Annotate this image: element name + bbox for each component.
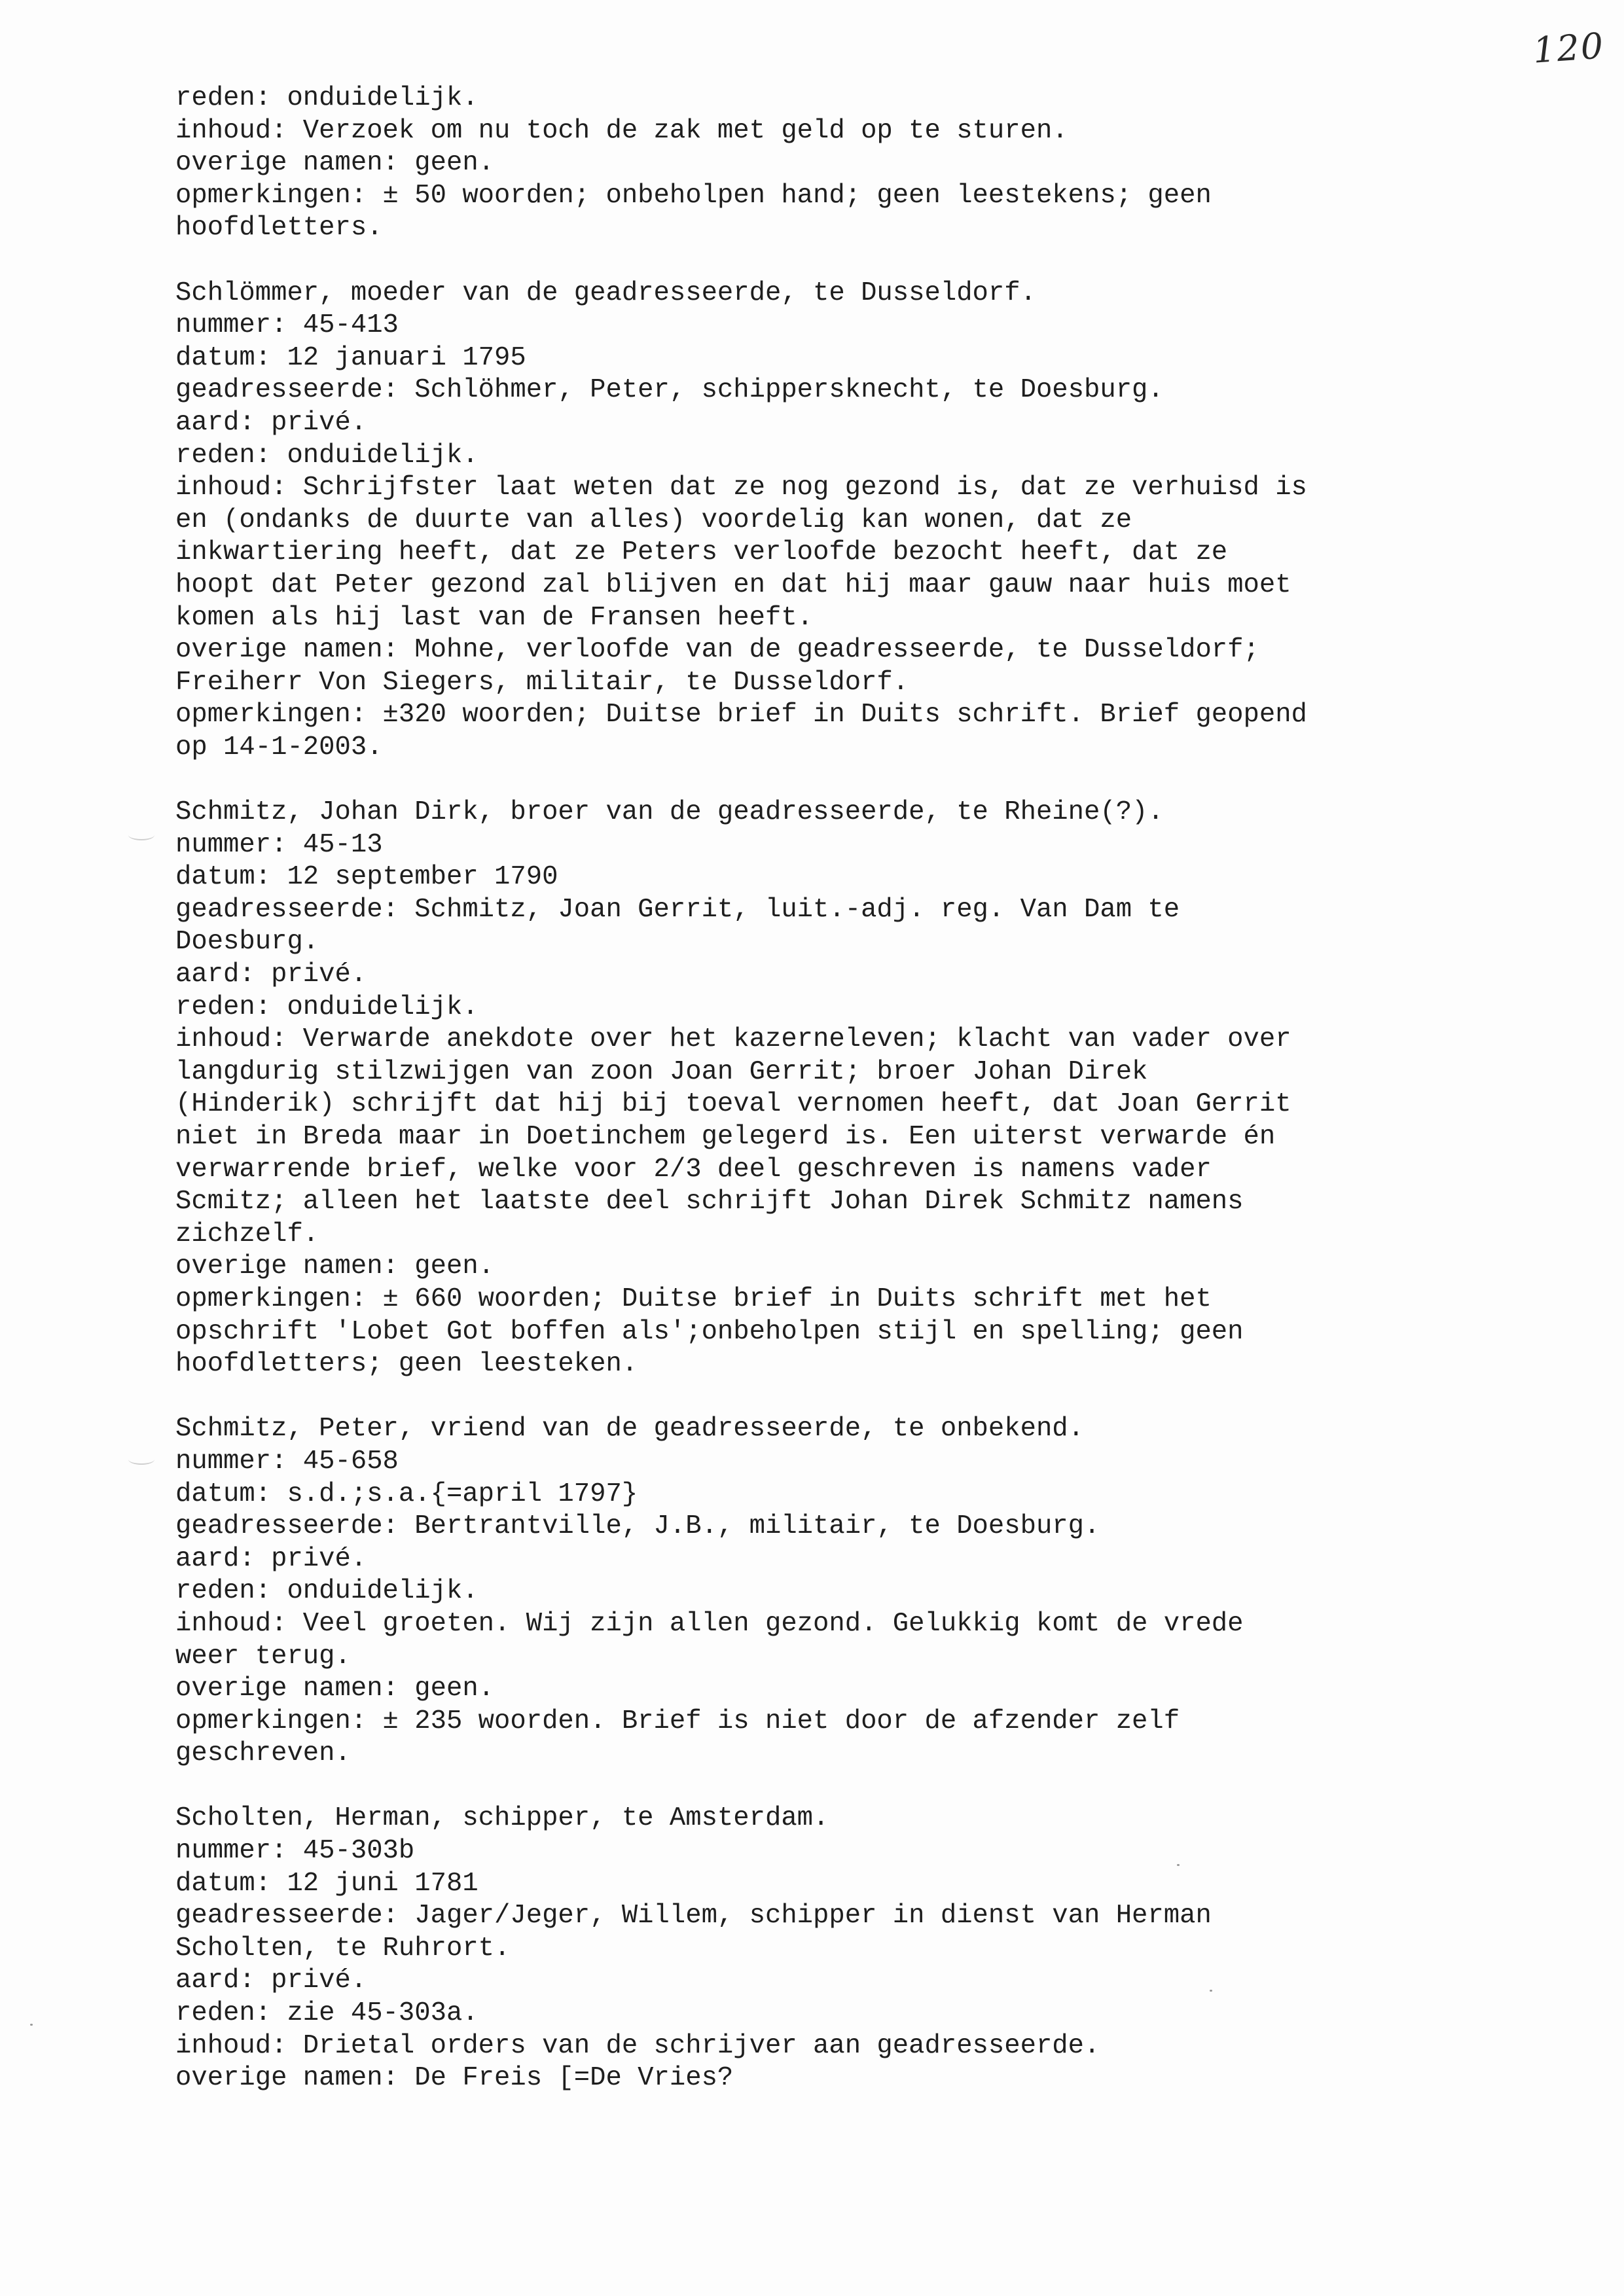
entry-line: geadresseerde: Jager/Jeger, Willem, schipper in dienst van Herman [175, 1901, 1212, 1931]
entry-line: inhoud: Drietal orders van de schrijver aan geadresseerde. [175, 2030, 1100, 2061]
entry-line: Scmitz; alleen het laatste deel schrijft Johan Direk Schmitz namens [175, 1187, 1244, 1217]
entry-line: geschreven. [175, 1738, 351, 1769]
entry-line: Scholten, te Ruhrort. [175, 1933, 511, 1964]
entry-line: inkwartiering heeft, dat ze Peters verloofde bezocht heeft, dat ze [175, 537, 1228, 568]
entry-line: overige namen: Mohne, verloofde van de geadresseerde, te Dusseldorf; [175, 635, 1259, 666]
entry-line: op 14-1-2003. [175, 732, 383, 762]
entry-line: Doesburg. [175, 927, 319, 958]
entry-line: opmerkingen: ±320 woorden; Duitse brief in Duits schrift. Brief geopend [175, 700, 1307, 730]
entry-line: aard: privé. [175, 1965, 367, 1996]
entry-separator [175, 245, 1557, 278]
document-body [175, 82, 1557, 2095]
entry-separator [175, 764, 1557, 797]
entry-line: inhoud: Verzoek om nu toch de zak met geld op te sturen. [175, 115, 1068, 146]
margin-mark [128, 830, 154, 840]
entry-intro [175, 82, 1557, 245]
entry-line: hoofdletters; geen leesteken. [175, 1349, 638, 1380]
entry-separator [175, 1381, 1557, 1414]
entry-line: opmerkingen: ± 235 woorden. Brief is niet door de afzender zelf [175, 1706, 1180, 1736]
entry-line: overige namen: geen. [175, 1251, 495, 1282]
entry-line: opschrift 'Lobet Got boffen als';onbeholpen stijl en spelling; geen [175, 1316, 1244, 1347]
entry-schmitz-johan [175, 797, 1557, 1381]
entry-line: reden: onduidelijk. [175, 440, 478, 471]
entry-line: inhoud: Verwarde anekdote over het kazerneleven; klacht van vader over [175, 1024, 1291, 1055]
entry-line: nummer: 45-413 [175, 310, 399, 341]
entry-line: Freiherr Von Siegers, militair, te Dusseldorf. [175, 667, 909, 698]
entry-line: geadresseerde: Schlöhmer, Peter, schippersknecht, te Doesburg. [175, 375, 1164, 406]
entry-line: inhoud: Schrijfster laat weten dat ze nog gezond is, dat ze verhuisd is [175, 473, 1307, 503]
entry-line: hoofdletters. [175, 213, 383, 243]
entry-line: langdurig stilzwijgen van zoon Joan Gerrit; broer Johan Direk [175, 1056, 1148, 1087]
entry-line: reden: onduidelijk. [175, 1576, 478, 1607]
entry-line: overige namen: geen. [175, 1674, 495, 1704]
entry-line: aard: privé. [175, 1543, 367, 1574]
entry-schmitz-peter [175, 1413, 1557, 1770]
entry-line: en (ondanks de duurte van alles) voordelig kan wonen, dat ze [175, 505, 1132, 535]
entry-line: verwarrende brief, welke voor 2/3 deel geschreven is namens vader [175, 1154, 1212, 1185]
entry-heading: Schlömmer, moeder van de geadresseerde, te Dusseldorf. [175, 278, 1036, 308]
entry-line: overige namen: De Freis [=De Vries? [175, 2063, 734, 2094]
entry-heading: Schmitz, Johan Dirk, broer van de geadresseerde, te Rheine(?). [175, 797, 1164, 828]
entry-line: weer terug. [175, 1641, 351, 1672]
entry-line: hoopt dat Peter gezond zal blijven en dat hij maar gauw naar huis moet [175, 569, 1291, 600]
entry-separator [175, 1770, 1557, 1803]
entry-line: overige namen: geen. [175, 148, 495, 179]
entry-line: reden: onduidelijk. [175, 83, 478, 113]
entry-line: zichzelf. [175, 1219, 319, 1249]
entry-line: nummer: 45-303b [175, 1836, 415, 1867]
entry-line: geadresseerde: Bertrantville, J.B., militair, te Doesburg. [175, 1511, 1100, 1542]
entry-line: reden: zie 45-303a. [175, 1998, 478, 2029]
handwritten-page-number: 120 [1531, 25, 1606, 71]
margin-mark [128, 1454, 154, 1465]
entry-line: inhoud: Veel groeten. Wij zijn allen gezond. Gelukkig komt de vrede [175, 1608, 1244, 1639]
entry-line: geadresseerde: Schmitz, Joan Gerrit, luit.-adj. reg. Van Dam te [175, 894, 1180, 925]
entry-line: opmerkingen: ± 50 woorden; onbeholpen hand; geen leestekens; geen [175, 180, 1212, 211]
entry-line: aard: privé. [175, 960, 367, 990]
entry-line: datum: 12 september 1790 [175, 862, 558, 893]
entry-scholten [175, 1803, 1557, 2094]
entry-schlommer [175, 278, 1557, 764]
entry-line: aard: privé. [175, 407, 367, 438]
entry-line: opmerkingen: ± 660 woorden; Duitse brief in Duits schrift met het [175, 1283, 1212, 1314]
entry-line: nummer: 45-658 [175, 1446, 399, 1477]
entry-line: datum: 12 juni 1781 [175, 1868, 478, 1899]
entry-line: reden: onduidelijk. [175, 992, 478, 1022]
entry-line: (Hinderik) schrijft dat hij bij toeval vernomen heeft, dat Joan Gerrit [175, 1089, 1291, 1120]
entry-line: nummer: 45-13 [175, 829, 383, 860]
entry-line: niet in Breda maar in Doetinchem gelegerd is. Een uiterst verwarde én [175, 1122, 1276, 1152]
entry-line: datum: 12 januari 1795 [175, 342, 526, 373]
entry-line: komen als hij last van de Fransen heeft. [175, 602, 814, 633]
entry-line: datum: s.d.;s.a.{=april 1797} [175, 1479, 638, 1509]
entry-heading: Scholten, Herman, schipper, te Amsterdam. [175, 1803, 829, 1834]
entry-heading: Schmitz, Peter, vriend van de geadresseerde, te onbekend. [175, 1414, 1084, 1444]
scan-speck [30, 2024, 33, 2026]
